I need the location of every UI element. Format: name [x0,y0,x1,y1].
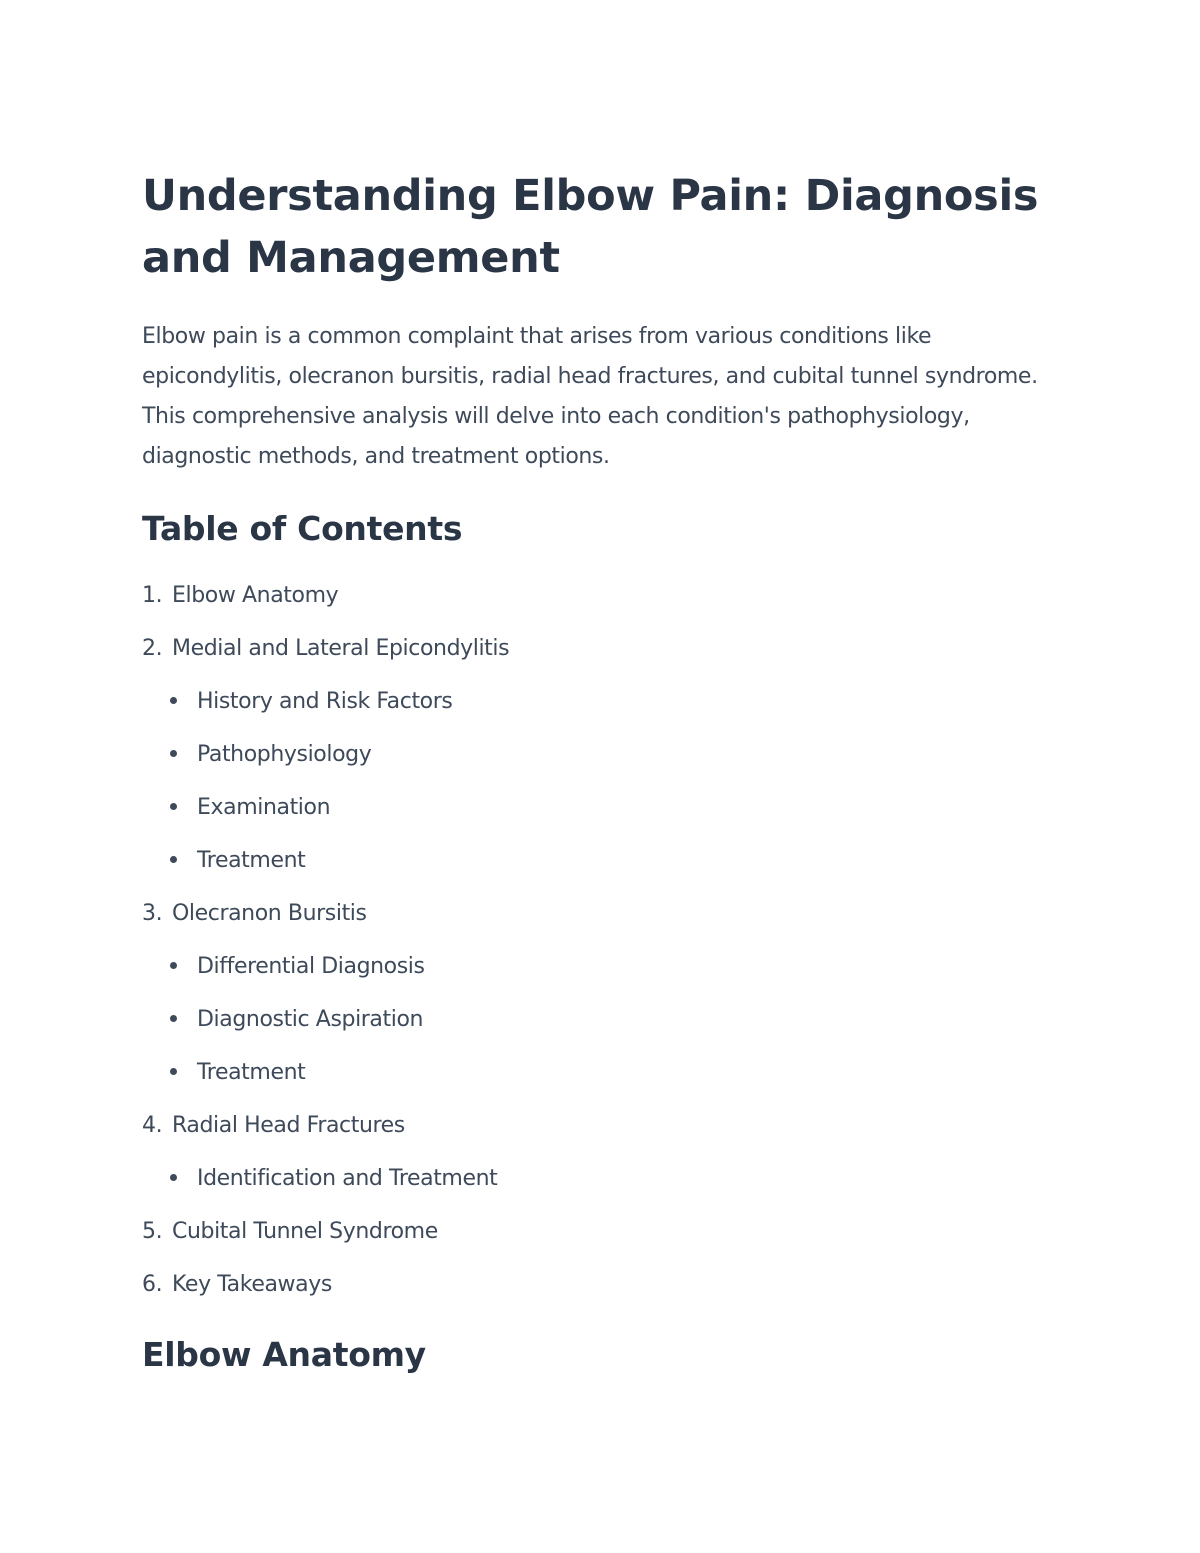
document-page [142,165,1062,1377]
bullet-icon [170,1068,177,1075]
toc-subitem-treatment-bursitis[interactable]: Treatment [142,1046,1062,1099]
intro-paragraph: Elbow pain is a common complaint that arises from various conditions like epicondylitis, olecranon bursitis, radial head fractures, and cubital tunnel syndrome. This comprehensive analysis will delve into each condition's pathophysiology, diagnostic methods, and treatment options. [142,324,1038,469]
toc-subitem-diagnostic-aspiration[interactable]: Diagnostic Aspiration [142,993,1062,1046]
toc-item-cubital-tunnel[interactable]: 5. Cubital Tunnel Syndrome [142,1219,438,1244]
toc-item-elbow-anatomy[interactable]: 1. Elbow Anatomy [142,583,339,608]
bullet-icon [170,962,177,969]
toc-subitem-identification-treatment[interactable]: Identification and Treatment [142,1152,1062,1205]
bullet-icon [170,803,177,810]
page-title: Understanding Elbow Pain: Diagnosis and Management [142,171,1039,283]
bullet-icon [170,750,177,757]
bullet-icon [170,856,177,863]
bullet-icon [170,1015,177,1022]
toc-subitem-examination[interactable]: Examination [142,781,1062,834]
toc-item-key-takeaways[interactable]: 6. Key Takeaways [142,1272,332,1297]
toc-subitem-treatment[interactable]: Treatment [142,834,1062,887]
bullet-icon [170,697,177,704]
bullet-icon [170,1174,177,1181]
toc-subitem-differential-diagnosis[interactable]: Differential Diagnosis [142,940,1062,993]
toc-subitem-history-risk-factors[interactable]: History and Risk Factors [142,675,1062,728]
toc-item-olecranon-bursitis[interactable]: 3. Olecranon Bursitis [142,901,367,926]
toc-heading: Table of Contents [142,509,463,548]
toc-item-radial-head-fractures[interactable]: 4. Radial Head Fractures [142,1113,405,1138]
toc-item-epicondylitis[interactable]: 2. Medial and Lateral Epicondylitis [142,636,510,661]
section-heading-elbow-anatomy: Elbow Anatomy [142,1335,426,1374]
table-of-contents [142,569,1062,1311]
toc-subitem-pathophysiology[interactable]: Pathophysiology [142,728,1062,781]
